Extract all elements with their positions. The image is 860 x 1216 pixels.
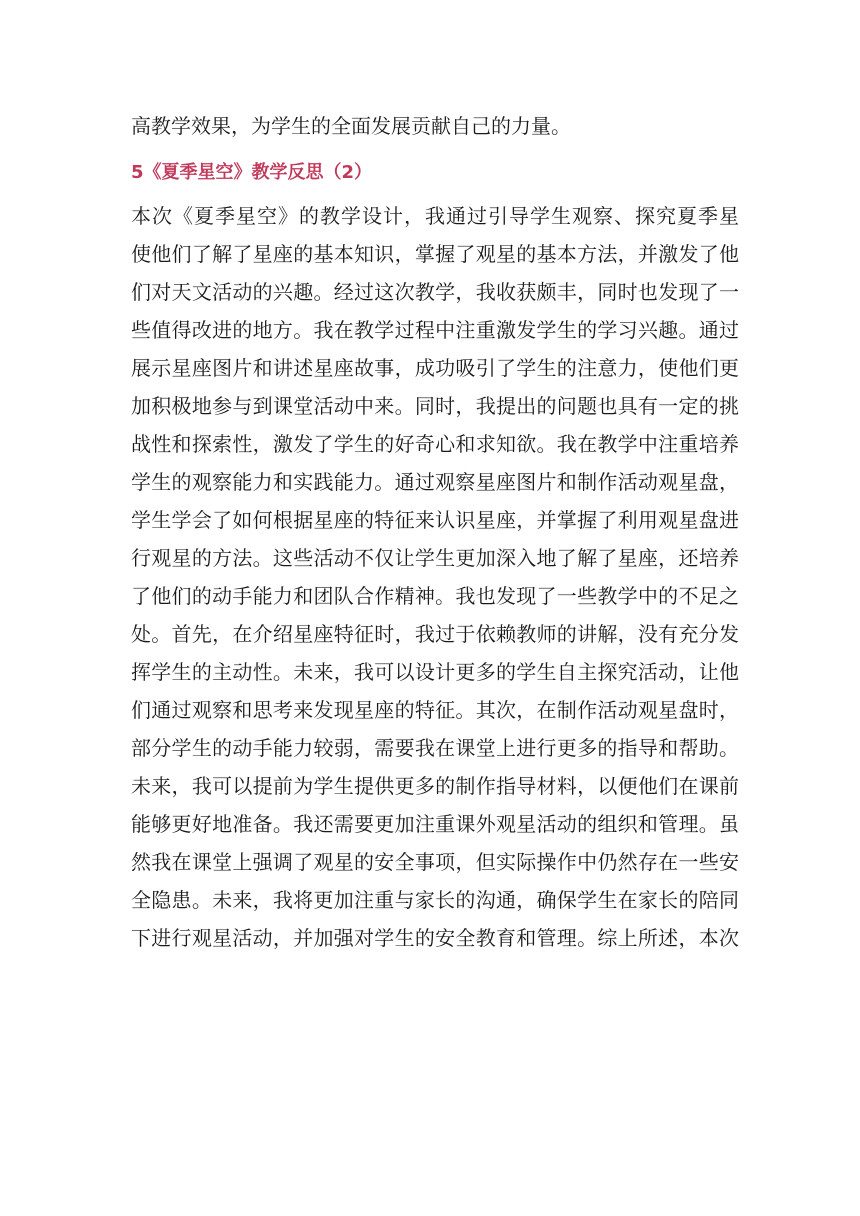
body-line: 未来，我可以提前为学生提供更多的制作指导材料，以便他们在课前 <box>131 774 739 798</box>
body-line: 展示星座图片和讲述星座故事，成功吸引了学生的注意力，使他们更 <box>131 356 739 380</box>
body-line: 加积极地参与到课堂活动中来。同时，我提出的问题也具有一定的挑 <box>131 394 739 418</box>
body-line: 学生学会了如何根据星座的特征来认识星座，并掌握了利用观星盘进 <box>131 508 739 532</box>
body-line: 下进行观星活动，并加强对学生的安全教育和管理。综上所述，本次 <box>131 926 739 950</box>
body-line: 全隐患。未来，我将更加注重与家长的沟通，确保学生在家长的陪同 <box>131 888 739 912</box>
body-line: 们对天文活动的兴趣。经过这次教学，我收获颇丰，同时也发现了一 <box>131 280 739 304</box>
intro-paragraph <box>131 107 739 145</box>
body-line: 能够更好地准备。我还需要更加注重课外观星活动的组织和管理。虽 <box>131 812 739 836</box>
body-line: 部分学生的动手能力较弱，需要我在课堂上进行更多的指导和帮助。 <box>131 736 739 760</box>
section-heading: 5《夏季星空》教学反思（2） <box>131 162 373 183</box>
body-line: 行观星的方法。这些活动不仅让学生更加深入地了解了星座，还培养 <box>131 546 739 570</box>
body-line: 处。首先，在介绍星座特征时，我过于依赖教师的讲解，没有充分发 <box>131 622 739 646</box>
body-paragraph <box>131 197 739 957</box>
body-line: 学生的观察能力和实践能力。通过观察星座图片和制作活动观星盘， <box>131 470 739 494</box>
body-line: 本次《夏季星空》的教学设计，我通过引导学生观察、探究夏季星 <box>131 204 739 228</box>
body-line: 挥学生的主动性。未来，我可以设计更多的学生自主探究活动，让他 <box>131 660 739 684</box>
body-line: 战性和探索性，激发了学生的好奇心和求知欲。我在教学中注重培养 <box>131 432 739 456</box>
body-line: 了他们的动手能力和团队合作精神。我也发现了一些教学中的不足之 <box>131 584 739 608</box>
intro-line: 高教学效果，为学生的全面发展贡献自己的力量。 <box>131 114 571 138</box>
body-line: 些值得改进的地方。我在教学过程中注重激发学生的学习兴趣。通过 <box>131 318 739 342</box>
body-line: 们通过观察和思考来发现星座的特征。其次，在制作活动观星盘时， <box>131 698 739 722</box>
body-line: 使他们了解了星座的基本知识，掌握了观星的基本方法，并激发了他 <box>131 242 739 266</box>
body-line: 然我在课堂上强调了观星的安全事项，但实际操作中仍然存在一些安 <box>131 850 739 874</box>
